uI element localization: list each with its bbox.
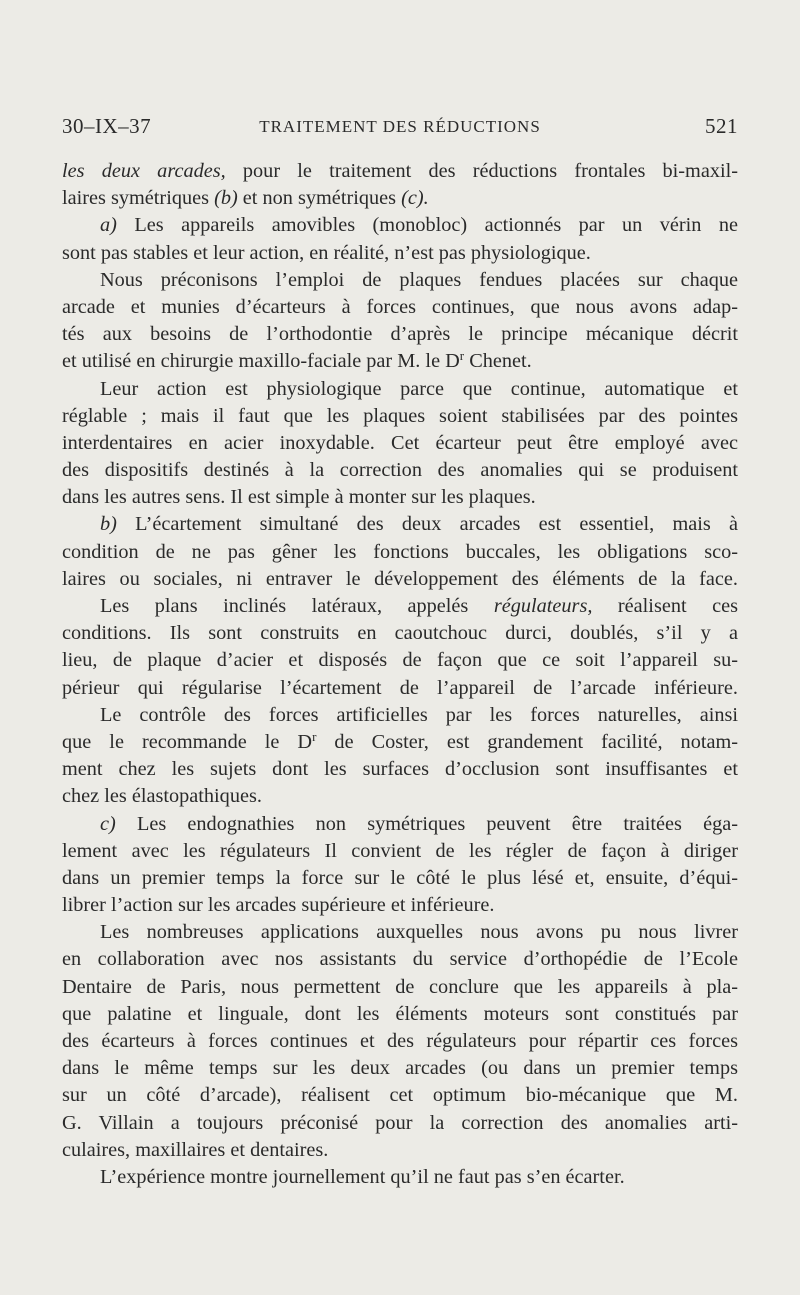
text-run: laires symétriques [62,187,215,210]
body-text [62,158,738,1191]
text-line [62,348,738,375]
text-line [62,566,738,593]
text-run: dans un premier temps la force sur le côté le plus lésé et, ensuite, d’équi- [62,866,738,889]
text-run: interdentaires en acier inoxydable. Cet écarteur peut être employé avec [62,431,738,454]
text-line [62,294,738,321]
text-line [62,620,738,647]
text-run: et non symétriques [237,187,402,210]
text-run: librer l’action sur les arcades supérieure et inférieure. [62,894,495,917]
text-run: en collaboration avec nos assistants du service d’orthopédie de l’Ecole [62,948,738,971]
text-line [62,267,738,294]
text-run: culaires, maxillaires et dentaires. [62,1138,329,1161]
text-run: Les nombreuses applications auxquelles nous avons pu nous livrer [100,921,738,944]
text-line [62,702,738,729]
text-run: dans le même temps sur les deux arcades (ou dans un premier temps [62,1057,738,1080]
text-run: pour le traitement des réductions frontales bi-maxil- [225,160,738,182]
text-line [62,1110,738,1137]
text-line [62,376,738,403]
text-run: périeur qui régularise l’écartement de l’appareil de l’arcade inférieure. [62,676,738,699]
text-line [62,1055,738,1082]
text-run: des dispositifs destinés à la correction des anomalies qui se produisent [62,459,738,482]
italic-run: (c). [401,187,429,210]
text-line [62,756,738,783]
text-run: que palatine et linguale, dont les éléments moteurs sont constitués par [62,1002,738,1025]
text-line [62,240,738,267]
text-line [62,838,738,865]
text-line [62,946,738,973]
text-line [62,647,738,674]
header-title: TRAITEMENT DES RÉDUCTIONS [259,117,541,136]
text-run: ment chez les sujets dont les surfaces d’occlusion sont insuffisantes et [62,758,738,781]
italic-run: (b) [214,187,238,210]
text-run: L’écartement simultané des deux arcades est essentiel, mais à [116,513,738,536]
text-line [62,1082,738,1109]
text-run: G. Villain a toujours préconisé pour la correction des anomalies arti- [62,1111,738,1134]
text-line [62,974,738,1001]
text-run: chez les élastopathiques. [62,785,262,808]
italic-run: a) [100,214,117,237]
text-run: Leur action est physiologique parce que continue, automatique et [100,377,738,400]
text-line [62,1164,738,1191]
text-run: Les appareils amovibles (monobloc) actionnés par un vérin ne [116,214,738,237]
text-line [62,865,738,892]
text-run: Nous préconisons l’emploi de plaques fendues placées sur chaque [100,268,738,291]
text-run: Chenet. [464,350,532,373]
text-line [62,403,738,430]
text-line [62,919,738,946]
text-line [62,321,738,348]
text-line [62,1137,738,1164]
text-line [62,892,738,919]
text-line [62,675,738,702]
italic-run: b) [100,513,117,536]
running-head [62,114,738,144]
italic-run: c) [100,812,116,835]
text-line [62,1028,738,1055]
text-run: que le recommande le D [62,730,313,753]
superscript: r [459,348,465,364]
text-run: sont pas stables et leur action, en réalité, n’est pas physiologique. [62,241,591,264]
text-run: des écarteurs à forces continues et des régulateurs pour répartir ces forces [62,1030,738,1052]
text-run: de Coster, est grandement facilité, notam- [316,730,739,753]
text-run: réglable ; mais il faut que les plaques soient stabilisées par des pointes [62,404,738,427]
text-line [62,484,738,511]
text-line [62,158,738,185]
text-run: Les plans inclinés latéraux, appelés [100,595,494,617]
text-run: dans les autres sens. Il est simple à monter sur les plaques. [62,486,536,509]
text-run: Le contrôle des forces artificielles par les forces naturelles, ainsi [100,703,738,726]
text-line [62,593,738,620]
text-run: lement avec les régulateurs Il convient de les régler de façon à diriger [62,839,738,862]
text-line [62,783,738,810]
text-line [62,539,738,566]
text-line [62,212,738,239]
text-line [62,457,738,484]
text-run: laires ou sociales, ni entraver le développement des éléments de la face. [62,567,738,590]
text-line [62,185,738,212]
header-date: 30–IX–37 [62,114,152,138]
text-line [62,430,738,457]
superscript: r [312,728,317,744]
text-line [62,811,738,838]
text-line [62,511,738,538]
text-run: Les endognathies non symétriques peuvent être traitées éga- [115,812,738,835]
italic-run: régulateurs, [493,595,593,617]
text-run: lieu, de plaque d’acier et disposés de façon que ce soit l’appareil su- [62,649,738,672]
italic-run: les deux arcades, [62,160,226,182]
text-run: tés aux besoins de l’orthodontie d’après le principe mécanique décrit [62,323,738,346]
text-run: arcade et munies d’écarteurs à forces continues, que nous avons adap- [62,295,738,318]
text-run: Dentaire de Paris, nous permettent de conclure que les appareils à pla- [62,975,738,998]
page-number: 521 [705,114,738,138]
text-run: et utilisé en chirurgie maxillo-faciale par M. le D [62,350,460,373]
text-line [62,729,738,756]
text-run: conditions. Ils sont construits en caoutchouc durci, doublés, s’il y a [62,622,738,645]
text-run: sur un côté d’arcade), réalisent cet optimum bio-mécanique que M. [62,1084,738,1107]
text-run: condition de ne pas gêner les fonctions buccales, les obligations sco- [62,540,738,563]
text-line [62,1001,738,1028]
text-run: L’expérience montre journellement qu’il ne faut pas s’en écarter. [100,1165,625,1188]
text-run: réalisent ces [592,595,738,617]
